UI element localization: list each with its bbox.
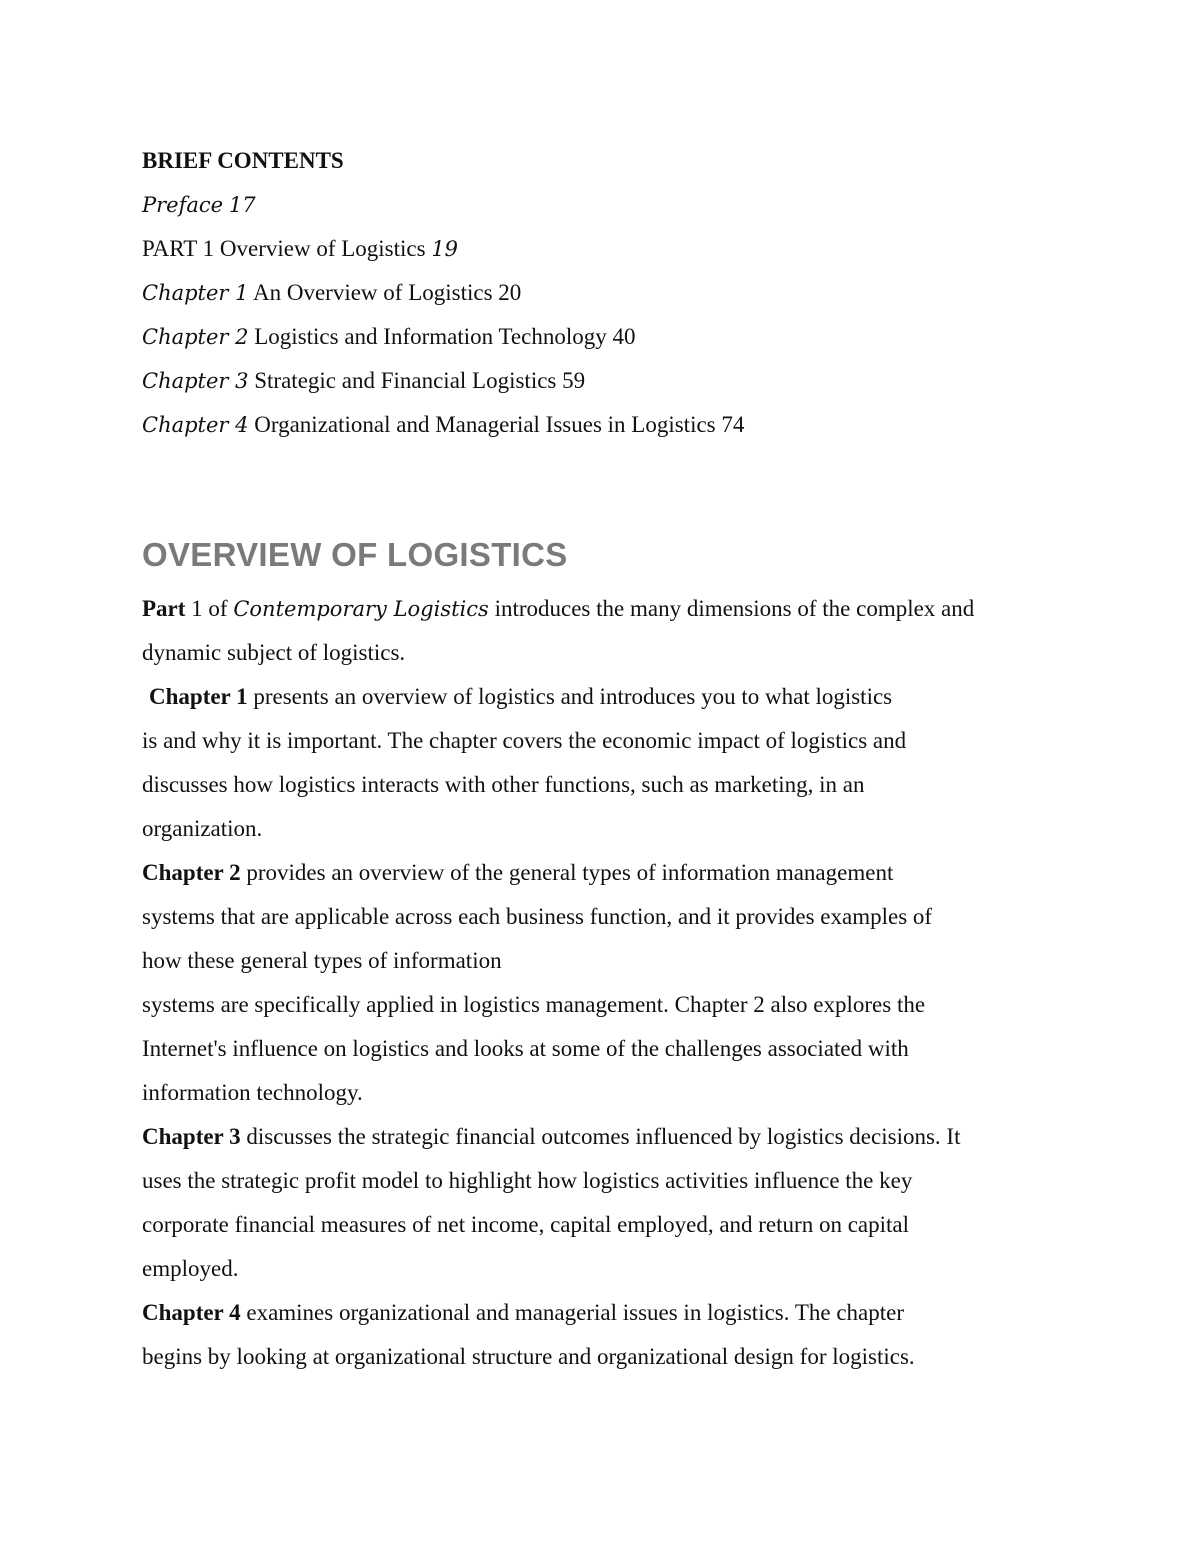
ch3-line-2: uses the strategic profit model to highlight how logistics activities influence the key (142, 1168, 913, 1193)
toc-chapter-title: An Overview of Logistics 20 (252, 280, 522, 305)
ch3-line-1 (142, 1115, 1072, 1159)
toc-chapter-title: Strategic and Financial Logistics 59 (254, 368, 586, 393)
ch2-line-1 (142, 851, 1072, 895)
toc-chapter-1 (142, 271, 1072, 315)
ch1-line-2: is and why it is important. The chapter covers the economic impact of logistics and (142, 728, 907, 753)
toc-part-label: PART 1 Overview of Logistics (142, 236, 426, 261)
ch3-line-4: employed. (142, 1256, 239, 1281)
toc-chapter-label: Chapter 4 (142, 413, 249, 437)
ch3-label: Chapter 3 (142, 1124, 241, 1149)
toc-chapter-label: Chapter 1 (142, 281, 249, 305)
ch4-line-1-rest: examines organizational and managerial issues in logistics. The chapter (240, 1300, 905, 1325)
toc-preface (142, 183, 1072, 227)
toc-chapter-title: Logistics and Information Technology 40 (254, 324, 636, 349)
ch4-line-1 (142, 1291, 1072, 1335)
ch2-line-5: Internet's influence on logistics and looks at some of the challenges associated with (142, 1036, 909, 1061)
ch1-line-3: discusses how logistics interacts with other functions, such as marketing, in an (142, 772, 865, 797)
ch2-line-1-rest: provides an overview of the general types of information management (240, 860, 894, 885)
ch1-label: Chapter 1 (149, 684, 248, 709)
toc-preface-page: 17 (228, 193, 256, 217)
ch1-line-1 (142, 675, 1072, 719)
ch4-label: Chapter 4 (142, 1300, 241, 1325)
toc-part-page: 19 (431, 237, 459, 261)
book-title: Contemporary Logistics (233, 597, 489, 621)
ch3-line-3: corporate financial measures of net income, capital employed, and return on capital (142, 1212, 909, 1237)
ch1-line-1-rest: presents an overview of logistics and introduces you to what logistics (247, 684, 893, 709)
ch4-line-2: begins by looking at organizational structure and organizational design for logistics. (142, 1344, 915, 1369)
ch2-line-2: systems that are applicable across each business function, and it provides examples of (142, 904, 933, 929)
ch2-line-3: how these general types of information (142, 948, 502, 973)
intro-line-1-rest: introduces the many dimensions of the complex and (488, 596, 975, 621)
toc-chapter-2 (142, 315, 1072, 359)
intro-line-1 (142, 587, 1072, 631)
toc-chapter-4 (142, 403, 1072, 447)
toc-chapter-label: Chapter 2 (142, 325, 249, 349)
ch1-line-4: organization. (142, 816, 263, 841)
toc-chapter-label: Chapter 3 (142, 369, 249, 393)
intro-line-2: dynamic subject of logistics. (142, 640, 406, 665)
toc-chapter-title: Organizational and Managerial Issues in Logistics 74 (254, 412, 745, 437)
ch2-line-4: systems are specifically applied in logistics management. Chapter 2 also explores the (142, 992, 926, 1017)
ch2-label: Chapter 2 (142, 860, 241, 885)
ch3-line-1-rest: discusses the strategic financial outcomes influenced by logistics decisions. It (240, 1124, 961, 1149)
intro-part-rest: 1 of (185, 596, 234, 621)
intro-part-label: Part (142, 596, 186, 621)
toc-part (142, 227, 1072, 271)
ch2-line-6: information technology. (142, 1080, 363, 1105)
document-page (142, 139, 1072, 1379)
toc-chapter-3 (142, 359, 1072, 403)
toc-title: BRIEF CONTENTS (142, 148, 344, 173)
section-heading: OVERVIEW OF LOGISTICS (142, 536, 568, 573)
toc-preface-label: Preface (142, 193, 224, 217)
